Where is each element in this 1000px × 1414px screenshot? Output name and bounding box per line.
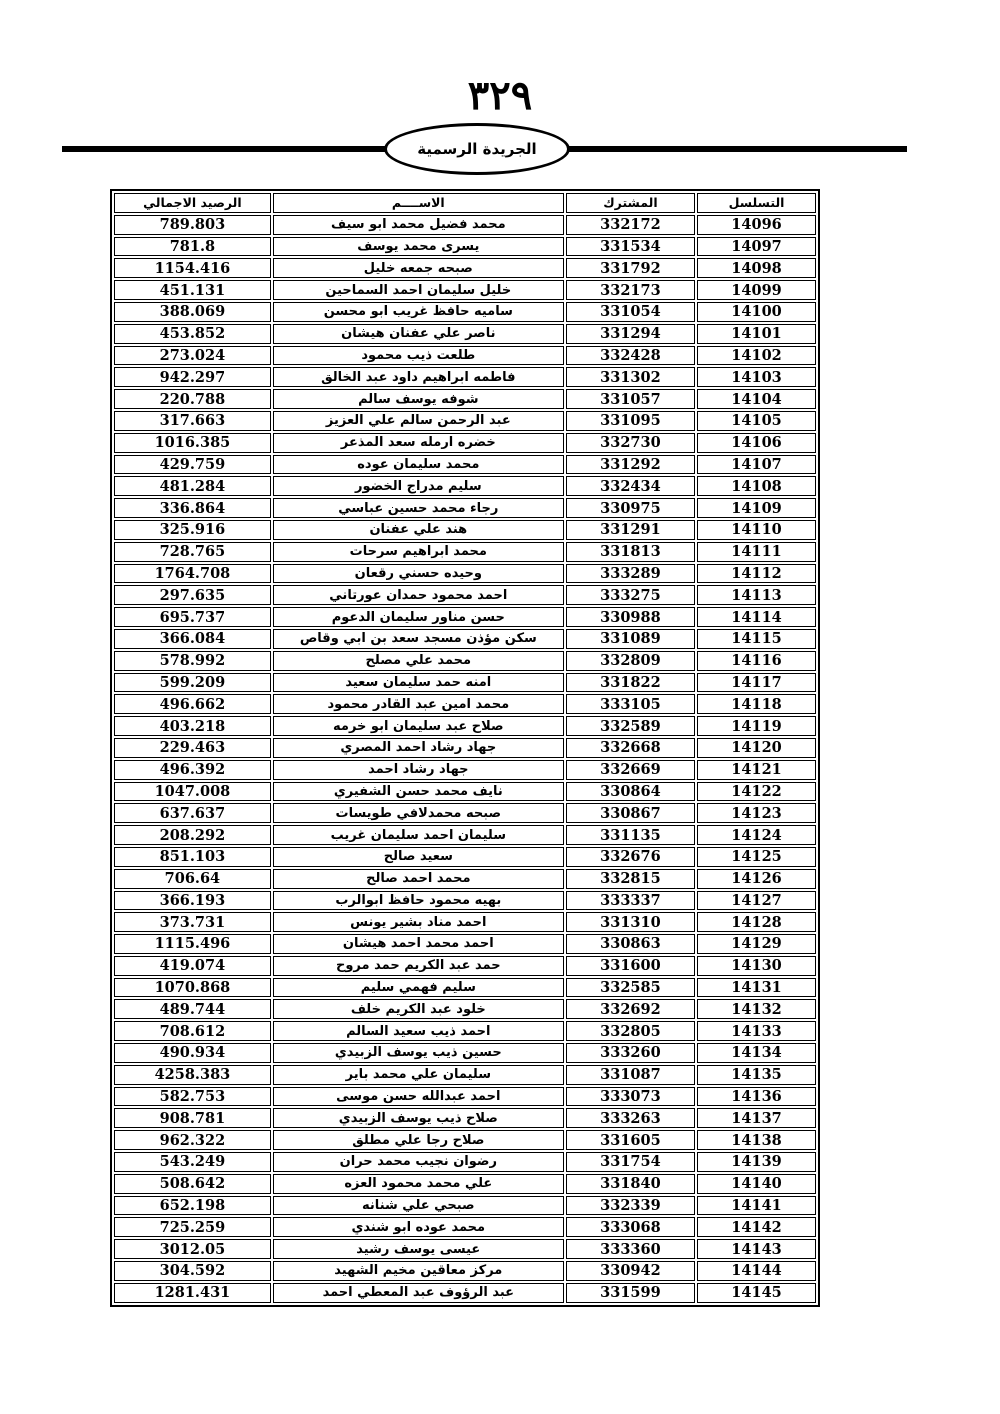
cell-name: ناصر علي عفنان هيشان: [273, 324, 564, 344]
cell-name: محمد فضيل محمد ابو سيف: [273, 215, 564, 235]
cell-subscriber: 332585: [566, 978, 695, 998]
cell-balance: 1070.868: [114, 978, 271, 998]
cell-balance: 1115.496: [114, 934, 271, 954]
cell-balance: 229.463: [114, 738, 271, 758]
cell-subscriber: 330942: [566, 1261, 695, 1281]
table-row: [114, 999, 816, 1019]
table-row: [114, 694, 816, 714]
cell-subscriber: 331605: [566, 1130, 695, 1150]
cell-balance: 429.759: [114, 455, 271, 475]
cell-subscriber: 333289: [566, 564, 695, 584]
table-row: [114, 782, 816, 802]
cell-name: حسن مناور سليمان الدعوم: [273, 607, 564, 627]
cell-name: خضره ارمله سعد المذعر: [273, 433, 564, 453]
cell-serial: 14098: [697, 258, 816, 278]
cell-serial: 14100: [697, 302, 816, 322]
cell-serial: 14101: [697, 324, 816, 344]
cell-subscriber: 330867: [566, 803, 695, 823]
cell-name: علي محمد محمود العزه: [273, 1174, 564, 1194]
cell-name: احمد ذيب سعيد السالم: [273, 1021, 564, 1041]
cell-subscriber: 330864: [566, 782, 695, 802]
cell-serial: 14126: [697, 869, 816, 889]
cell-serial: 14145: [697, 1283, 816, 1303]
cell-balance: 543.249: [114, 1152, 271, 1172]
cell-serial: 14127: [697, 891, 816, 911]
cell-balance: 1016.385: [114, 433, 271, 453]
cell-balance: 637.637: [114, 803, 271, 823]
cell-balance: 851.103: [114, 847, 271, 867]
cell-name: هند علي عفنان: [273, 520, 564, 540]
cell-serial: 14143: [697, 1239, 816, 1259]
table-row: [114, 651, 816, 671]
cell-balance: 336.864: [114, 498, 271, 518]
cell-name: امنه حمد سليمان سعيد: [273, 673, 564, 693]
cell-name: سليمان احمد سليمان غريب: [273, 825, 564, 845]
cell-name: حسين ذيب يوسف الزبيدي: [273, 1043, 564, 1063]
cell-balance: 781.8: [114, 237, 271, 257]
cell-serial: 14140: [697, 1174, 816, 1194]
cell-name: محمد سليمان عوده: [273, 455, 564, 475]
cell-serial: 14130: [697, 956, 816, 976]
cell-subscriber: 333260: [566, 1043, 695, 1063]
cell-name: احمد مناد بشير يونس: [273, 912, 564, 932]
cell-balance: 728.765: [114, 542, 271, 562]
cell-balance: 942.297: [114, 367, 271, 387]
cell-balance: 725.259: [114, 1217, 271, 1237]
cell-balance: 496.662: [114, 694, 271, 714]
table-row: [114, 956, 816, 976]
cell-serial: 14120: [697, 738, 816, 758]
cell-name: عبد الرحمن سالم علي العزيز: [273, 411, 564, 431]
table-row: [114, 367, 816, 387]
cell-balance: 208.292: [114, 825, 271, 845]
table-row: [114, 411, 816, 431]
table-row: [114, 760, 816, 780]
table-row: [114, 1152, 816, 1172]
cell-subscriber: 331599: [566, 1283, 695, 1303]
cell-subscriber: 331057: [566, 389, 695, 409]
cell-serial: 14132: [697, 999, 816, 1019]
cell-serial: 14112: [697, 564, 816, 584]
cell-name: جهاد رشاد احمد: [273, 760, 564, 780]
cell-balance: 599.209: [114, 673, 271, 693]
table-row: [114, 825, 816, 845]
cell-subscriber: 332589: [566, 716, 695, 736]
cell-balance: 652.198: [114, 1196, 271, 1216]
cell-balance: 366.084: [114, 629, 271, 649]
cell-serial: 14115: [697, 629, 816, 649]
cell-subscriber: 333073: [566, 1087, 695, 1107]
cell-name: سليمان علي محمد باير: [273, 1065, 564, 1085]
cell-name: سكن مؤذن مسجد سعد بن ابي وقاص: [273, 629, 564, 649]
cell-serial: 14142: [697, 1217, 816, 1237]
cell-subscriber: 332730: [566, 433, 695, 453]
table-row: [114, 847, 816, 867]
cell-serial: 14118: [697, 694, 816, 714]
cell-subscriber: 333105: [566, 694, 695, 714]
cell-serial: 14097: [697, 237, 816, 257]
cell-balance: 451.131: [114, 280, 271, 300]
cell-name: صلاح عبد سليمان ابو خرمه: [273, 716, 564, 736]
cell-name: عبد الرؤوف عبد المعطي احمد: [273, 1283, 564, 1303]
cell-name: طلعت ذيب محمود: [273, 346, 564, 366]
table-row: [114, 1283, 816, 1303]
table-row: [114, 564, 816, 584]
table-row: [114, 1130, 816, 1150]
cell-subscriber: 331095: [566, 411, 695, 431]
table-row: [114, 324, 816, 344]
cell-balance: 220.788: [114, 389, 271, 409]
cell-serial: 14122: [697, 782, 816, 802]
cell-subscriber: 330988: [566, 607, 695, 627]
table-body: [114, 215, 816, 1303]
table-row: [114, 1239, 816, 1259]
cell-subscriber: 332339: [566, 1196, 695, 1216]
table-row: [114, 237, 816, 257]
cell-subscriber: 332676: [566, 847, 695, 867]
cell-name: خليل سليمان احمد السماحين: [273, 280, 564, 300]
table-row: [114, 280, 816, 300]
cell-serial: 14103: [697, 367, 816, 387]
table-row: [114, 934, 816, 954]
table-row: [114, 1196, 816, 1216]
cell-name: رضوان نجيب محمد حران: [273, 1152, 564, 1172]
table-row: [114, 1174, 816, 1194]
cell-balance: 297.635: [114, 585, 271, 605]
cell-serial: 14121: [697, 760, 816, 780]
cell-subscriber: 331302: [566, 367, 695, 387]
cell-serial: 14109: [697, 498, 816, 518]
table-row: [114, 585, 816, 605]
cell-serial: 14107: [697, 455, 816, 475]
table-row: [114, 498, 816, 518]
table-row: [114, 346, 816, 366]
table-row: [114, 891, 816, 911]
cell-serial: 14138: [697, 1130, 816, 1150]
cell-name: محمد علي مصلح: [273, 651, 564, 671]
cell-subscriber: 333275: [566, 585, 695, 605]
cell-balance: 490.934: [114, 1043, 271, 1063]
subscribers-table: [112, 191, 818, 1305]
cell-subscriber: 332815: [566, 869, 695, 889]
cell-balance: 1281.431: [114, 1283, 271, 1303]
cell-serial: 14125: [697, 847, 816, 867]
cell-serial: 14123: [697, 803, 816, 823]
cell-subscriber: 331054: [566, 302, 695, 322]
cell-serial: 14139: [697, 1152, 816, 1172]
cell-serial: 14111: [697, 542, 816, 562]
table-row: [114, 673, 816, 693]
cell-balance: 273.024: [114, 346, 271, 366]
cell-balance: 3012.05: [114, 1239, 271, 1259]
table-row: [114, 978, 816, 998]
table-row: [114, 869, 816, 889]
cell-serial: 14106: [697, 433, 816, 453]
cell-serial: 14133: [697, 1021, 816, 1041]
cell-name: يسرى محمد يوسف: [273, 237, 564, 257]
cell-subscriber: 330975: [566, 498, 695, 518]
table-row: [114, 1065, 816, 1085]
cell-balance: 578.992: [114, 651, 271, 671]
cell-subscriber: 331310: [566, 912, 695, 932]
cell-subscriber: 331840: [566, 1174, 695, 1194]
cell-name: عيسى يوسف رشيد: [273, 1239, 564, 1259]
cell-balance: 366.193: [114, 891, 271, 911]
cell-subscriber: 332173: [566, 280, 695, 300]
cell-serial: 14099: [697, 280, 816, 300]
cell-name: سليم فهمي سليم: [273, 978, 564, 998]
table-row: [114, 1021, 816, 1041]
cell-name: خلود عبد الكريم خلف: [273, 999, 564, 1019]
header-rule-right: [563, 146, 907, 152]
cell-balance: 706.64: [114, 869, 271, 889]
cell-subscriber: 331292: [566, 455, 695, 475]
cell-balance: 962.322: [114, 1130, 271, 1150]
cell-serial: 14108: [697, 476, 816, 496]
masthead-title: الجريدة الرسمية: [384, 123, 570, 175]
table-row: [114, 1108, 816, 1128]
cell-name: سعيد صالح: [273, 847, 564, 867]
column-header-subscriber: المشترك: [566, 193, 695, 213]
cell-balance: 908.781: [114, 1108, 271, 1128]
table-row: [114, 433, 816, 453]
cell-serial: 14119: [697, 716, 816, 736]
cell-serial: 14131: [697, 978, 816, 998]
cell-balance: 496.392: [114, 760, 271, 780]
cell-subscriber: 332669: [566, 760, 695, 780]
cell-subscriber: 331291: [566, 520, 695, 540]
cell-serial: 14110: [697, 520, 816, 540]
cell-subscriber: 331087: [566, 1065, 695, 1085]
cell-name: ساميه حافظ غريب ابو محسن: [273, 302, 564, 322]
cell-subscriber: 333068: [566, 1217, 695, 1237]
cell-name: صبحه محمدلافي طويسات: [273, 803, 564, 823]
cell-subscriber: 333360: [566, 1239, 695, 1259]
cell-name: صلاح ذيب يوسف الزبيدي: [273, 1108, 564, 1128]
cell-name: بهيه محمود حافظ ابوالرب: [273, 891, 564, 911]
cell-name: جهاد رشاد احمد المصري: [273, 738, 564, 758]
cell-balance: 1154.416: [114, 258, 271, 278]
cell-serial: 14104: [697, 389, 816, 409]
table-row: [114, 476, 816, 496]
cell-name: نايف محمد حسن الشفيري: [273, 782, 564, 802]
cell-subscriber: 331754: [566, 1152, 695, 1172]
cell-name: صلاح رجا علي مطلق: [273, 1130, 564, 1150]
cell-serial: 14113: [697, 585, 816, 605]
cell-balance: 708.612: [114, 1021, 271, 1041]
header-rule-left: [62, 146, 394, 152]
cell-name: احمد محمد احمد هيشان: [273, 934, 564, 954]
cell-serial: 14116: [697, 651, 816, 671]
cell-name: محمد احمد صالح: [273, 869, 564, 889]
cell-balance: 317.663: [114, 411, 271, 431]
table-row: [114, 738, 816, 758]
cell-serial: 14135: [697, 1065, 816, 1085]
page-number: ٣٢٩: [467, 72, 533, 119]
cell-subscriber: 332172: [566, 215, 695, 235]
table-header-row: [114, 193, 816, 213]
cell-name: فاطمه ابراهيم داود عبد الخالق: [273, 367, 564, 387]
table-row: [114, 1087, 816, 1107]
table-row: [114, 455, 816, 475]
cell-name: صبحه جمعه خليل: [273, 258, 564, 278]
cell-name: احمد عبدالله حسن موسى: [273, 1087, 564, 1107]
cell-serial: 14144: [697, 1261, 816, 1281]
table-row: [114, 629, 816, 649]
cell-balance: 695.737: [114, 607, 271, 627]
cell-balance: 789.803: [114, 215, 271, 235]
cell-serial: 14105: [697, 411, 816, 431]
cell-subscriber: 332692: [566, 999, 695, 1019]
cell-serial: 14137: [697, 1108, 816, 1128]
cell-subscriber: 332428: [566, 346, 695, 366]
cell-name: رجاء محمد حسين عباسي: [273, 498, 564, 518]
cell-name: احمد محمود حمدان عورتاني: [273, 585, 564, 605]
cell-serial: 14134: [697, 1043, 816, 1063]
table-row: [114, 1261, 816, 1281]
cell-subscriber: 332668: [566, 738, 695, 758]
cell-serial: 14141: [697, 1196, 816, 1216]
cell-name: شوفه يوسف سالم: [273, 389, 564, 409]
cell-balance: 1764.708: [114, 564, 271, 584]
cell-serial: 14129: [697, 934, 816, 954]
table-row: [114, 542, 816, 562]
table-row: [114, 215, 816, 235]
table-row: [114, 1043, 816, 1063]
cell-subscriber: 330863: [566, 934, 695, 954]
table-row: [114, 258, 816, 278]
cell-subscriber: 333263: [566, 1108, 695, 1128]
cell-serial: 14136: [697, 1087, 816, 1107]
cell-balance: 373.731: [114, 912, 271, 932]
cell-balance: 489.744: [114, 999, 271, 1019]
cell-subscriber: 332805: [566, 1021, 695, 1041]
table-row: [114, 389, 816, 409]
cell-balance: 582.753: [114, 1087, 271, 1107]
cell-balance: 4258.383: [114, 1065, 271, 1085]
cell-name: محمد عوده ابو شندي: [273, 1217, 564, 1237]
cell-subscriber: 331813: [566, 542, 695, 562]
cell-serial: 14128: [697, 912, 816, 932]
cell-balance: 419.074: [114, 956, 271, 976]
column-header-serial: التسلسل: [697, 193, 816, 213]
cell-balance: 325.916: [114, 520, 271, 540]
cell-subscriber: 331822: [566, 673, 695, 693]
table-row: [114, 912, 816, 932]
table-row: [114, 520, 816, 540]
subscribers-table-frame: [110, 189, 820, 1307]
column-header-balance: الرصيد الاجمالي: [114, 193, 271, 213]
cell-name: وحيده حسني رقعان: [273, 564, 564, 584]
cell-name: حمد عبد الكريم حمد مروح: [273, 956, 564, 976]
cell-name: محمد امين عبد القادر محمود: [273, 694, 564, 714]
cell-subscriber: 332434: [566, 476, 695, 496]
cell-subscriber: 331294: [566, 324, 695, 344]
cell-subscriber: 331135: [566, 825, 695, 845]
cell-name: مركز معاقين مخيم الشهيد: [273, 1261, 564, 1281]
cell-balance: 403.218: [114, 716, 271, 736]
cell-serial: 14114: [697, 607, 816, 627]
column-header-name: الاســــم: [273, 193, 564, 213]
table-row: [114, 607, 816, 627]
cell-serial: 14102: [697, 346, 816, 366]
cell-balance: 1047.008: [114, 782, 271, 802]
cell-balance: 304.592: [114, 1261, 271, 1281]
cell-serial: 14117: [697, 673, 816, 693]
cell-balance: 388.069: [114, 302, 271, 322]
cell-serial: 14096: [697, 215, 816, 235]
table-row: [114, 803, 816, 823]
cell-subscriber: 331792: [566, 258, 695, 278]
cell-name: سليم مدراج الخضور: [273, 476, 564, 496]
cell-subscriber: 331600: [566, 956, 695, 976]
cell-subscriber: 332809: [566, 651, 695, 671]
cell-serial: 14124: [697, 825, 816, 845]
cell-name: محمد ابراهيم سرحات: [273, 542, 564, 562]
cell-subscriber: 331534: [566, 237, 695, 257]
table-row: [114, 716, 816, 736]
cell-name: صبحي علي شنانه: [273, 1196, 564, 1216]
table-row: [114, 302, 816, 322]
cell-balance: 481.284: [114, 476, 271, 496]
cell-subscriber: 331089: [566, 629, 695, 649]
table-row: [114, 1217, 816, 1237]
cell-balance: 453.852: [114, 324, 271, 344]
cell-balance: 508.642: [114, 1174, 271, 1194]
cell-subscriber: 333337: [566, 891, 695, 911]
